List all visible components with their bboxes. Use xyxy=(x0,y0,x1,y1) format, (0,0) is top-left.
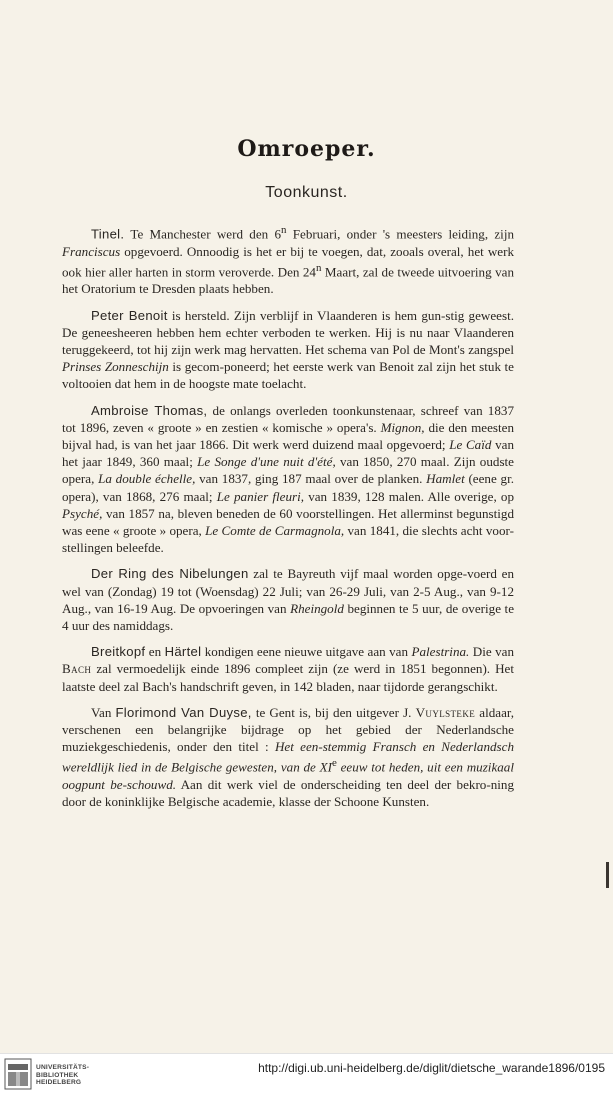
work-title: Rheingold xyxy=(290,600,344,616)
section-title: Omroeper. xyxy=(237,136,376,162)
text: van 1837, ging 187 maal over de planken. xyxy=(195,471,427,487)
paragraph-tinel xyxy=(62,222,514,298)
section-subtitle: Toonkunst. xyxy=(265,184,348,201)
university-seal-icon xyxy=(4,1058,32,1090)
text: Maart, zal de tweede uitvoering van het Oratorium te Dresden plaats hebben. xyxy=(62,264,514,297)
text: Aan dit werk viel de onderscheiding ten deel der bekro-ning door de koninklijke Belgische academie, klasse der Schoone Kunsten. xyxy=(62,776,514,810)
superscript: n xyxy=(315,261,322,274)
footer-bar xyxy=(0,1053,613,1098)
superscript: n xyxy=(281,224,287,236)
text: Februari, onder 's meesters leiding, zijn xyxy=(286,226,515,242)
text: die den meesten bijval had, is van het jaar 1866. Dit werk werd duizend maal opgevoerd; xyxy=(62,419,515,452)
article-body xyxy=(62,222,514,819)
library-name-line: HEIDELBERG xyxy=(36,1079,82,1087)
text: aldaar, verschenen een belangrijke bijdrage op het gebied der Nederlandsche muziekgeschiedenis, onder den titel : xyxy=(62,704,514,755)
text: Van xyxy=(91,704,116,720)
text: Die van xyxy=(469,644,514,660)
work-title: Palestrina. xyxy=(411,644,470,660)
library-name-line: UNIVERSITÄTS- xyxy=(36,1064,90,1071)
text: en xyxy=(145,644,165,660)
lead-name: Der Ring des Nibelungen xyxy=(91,566,249,582)
lead-name: Breitkopf xyxy=(91,644,146,660)
work-title: La double échelle, xyxy=(98,471,196,487)
text: opgevoerd. Onnoodig is het er bij te voegen, dat, zooals overal, het werk ook hier aller harten in storm veroverde. Den 24 xyxy=(62,243,514,280)
lead-name: Härtel xyxy=(164,644,202,660)
lead-name: Ambroise Thomas, xyxy=(91,402,208,418)
paragraph-breitkopf xyxy=(62,643,514,695)
text: van 1857 na, bleven beneden de 60 voorstellingen. Het allerminst begunstigd was eene « groote » opera, xyxy=(62,505,514,538)
work-title: Prinses Zonneschijn xyxy=(62,359,169,375)
text: de onlangs overleden toonkunstenaar, schreef van 1837 tot 1896, zeven « groote » en zestien « komische » opera's. xyxy=(62,402,514,435)
work-title: eeuw tot heden, uit een muzikaal oogpunt be-schouwd. xyxy=(62,759,514,792)
work-title: Psyché, xyxy=(62,505,103,521)
text: (eene gr. opera), van 1868, 276 maal; xyxy=(62,471,514,504)
text: is gecom-poneerd; het eerste werk van Benoit zal zijn het stuk te voltooien dat hem in de hoogste mate toelacht. xyxy=(62,359,514,392)
library-name-line: BIBLIOTHEK xyxy=(36,1071,79,1079)
small-caps-name: Bach xyxy=(62,661,92,677)
work-title: Le Songe d'une nuit d'été, xyxy=(197,454,336,470)
lead-name: Tinel. xyxy=(91,226,125,242)
text: van 1850, 270 maal. Zijn oudste opera, xyxy=(62,454,514,487)
small-caps-name: Vuylsteke xyxy=(415,704,476,720)
text: van 1841, die slechts acht voor-stellingen beleefde. xyxy=(62,522,514,556)
text: kondigen eene nieuwe uitgave aan van xyxy=(201,644,412,660)
work-title: Het een-stemmig Fransch en Nederlandsch wereldlijk lied in de Belgische gewesten, van de XI xyxy=(62,739,514,775)
superscript: e xyxy=(332,757,337,770)
text: zal vermoedelijk einde 1896 compleet zijn (ze werd in 1851 begonnen). Het laatste deel zal Bach's handschrift geven, in 142 bladen, naar tijdorde gerangschikt. xyxy=(62,661,514,694)
text: zal te Bayreuth vijf maal worden opge-voerd en wel van (Zondag) 19 tot (Woensdag) 22 Juli; van 26-29 Juli, van 2-5 Aug., van 9-12 Aug., van 16-19 Aug. De opvoeringen van xyxy=(62,566,515,616)
work-title: Franciscus xyxy=(62,243,121,259)
text: Te Manchester werd den 6 xyxy=(124,226,282,242)
text: van het jaar 1849, 360 maal; xyxy=(62,436,514,470)
text: is hersteld. Zijn verblijf in Vlaanderen is hem gun-stig geweest. De geneesheeren hebben hem echter verboden te werken. Hij is nu naar Vlaanderen teruggekeerd, tot hij zijn werk mag hervatten. Het schema van Pol de Mont's zangspel xyxy=(62,307,514,357)
lead-name: Peter Benoit xyxy=(91,307,168,323)
text: van 1839, 128 malen. Alle overige, op xyxy=(304,488,515,504)
paragraph-thomas xyxy=(62,402,514,557)
work-title: Le Comte de Carmagnola, xyxy=(205,522,345,538)
work-title: Le panier fleuri, xyxy=(216,488,305,504)
text: beginnen te 5 uur, de overige te 4 uur des namiddags. xyxy=(62,600,514,633)
text: te Gent is, bij den uitgever J. xyxy=(251,704,416,720)
library-name xyxy=(36,1064,89,1087)
source-url-link[interactable]: http://digi.ub.uni-heidelberg.de/diglit/dietsche_warande1896/0195 xyxy=(258,1061,605,1075)
paragraph-ring xyxy=(62,565,514,634)
paragraph-van-duyse xyxy=(62,704,514,811)
page-edge-mark xyxy=(606,862,609,888)
work-title: Mignon, xyxy=(380,419,425,435)
paragraph-benoit xyxy=(62,307,514,393)
work-title: Le Caïd xyxy=(449,436,492,452)
work-title: Hamlet xyxy=(426,471,465,487)
lead-name: Florimond Van Duyse, xyxy=(115,704,252,720)
